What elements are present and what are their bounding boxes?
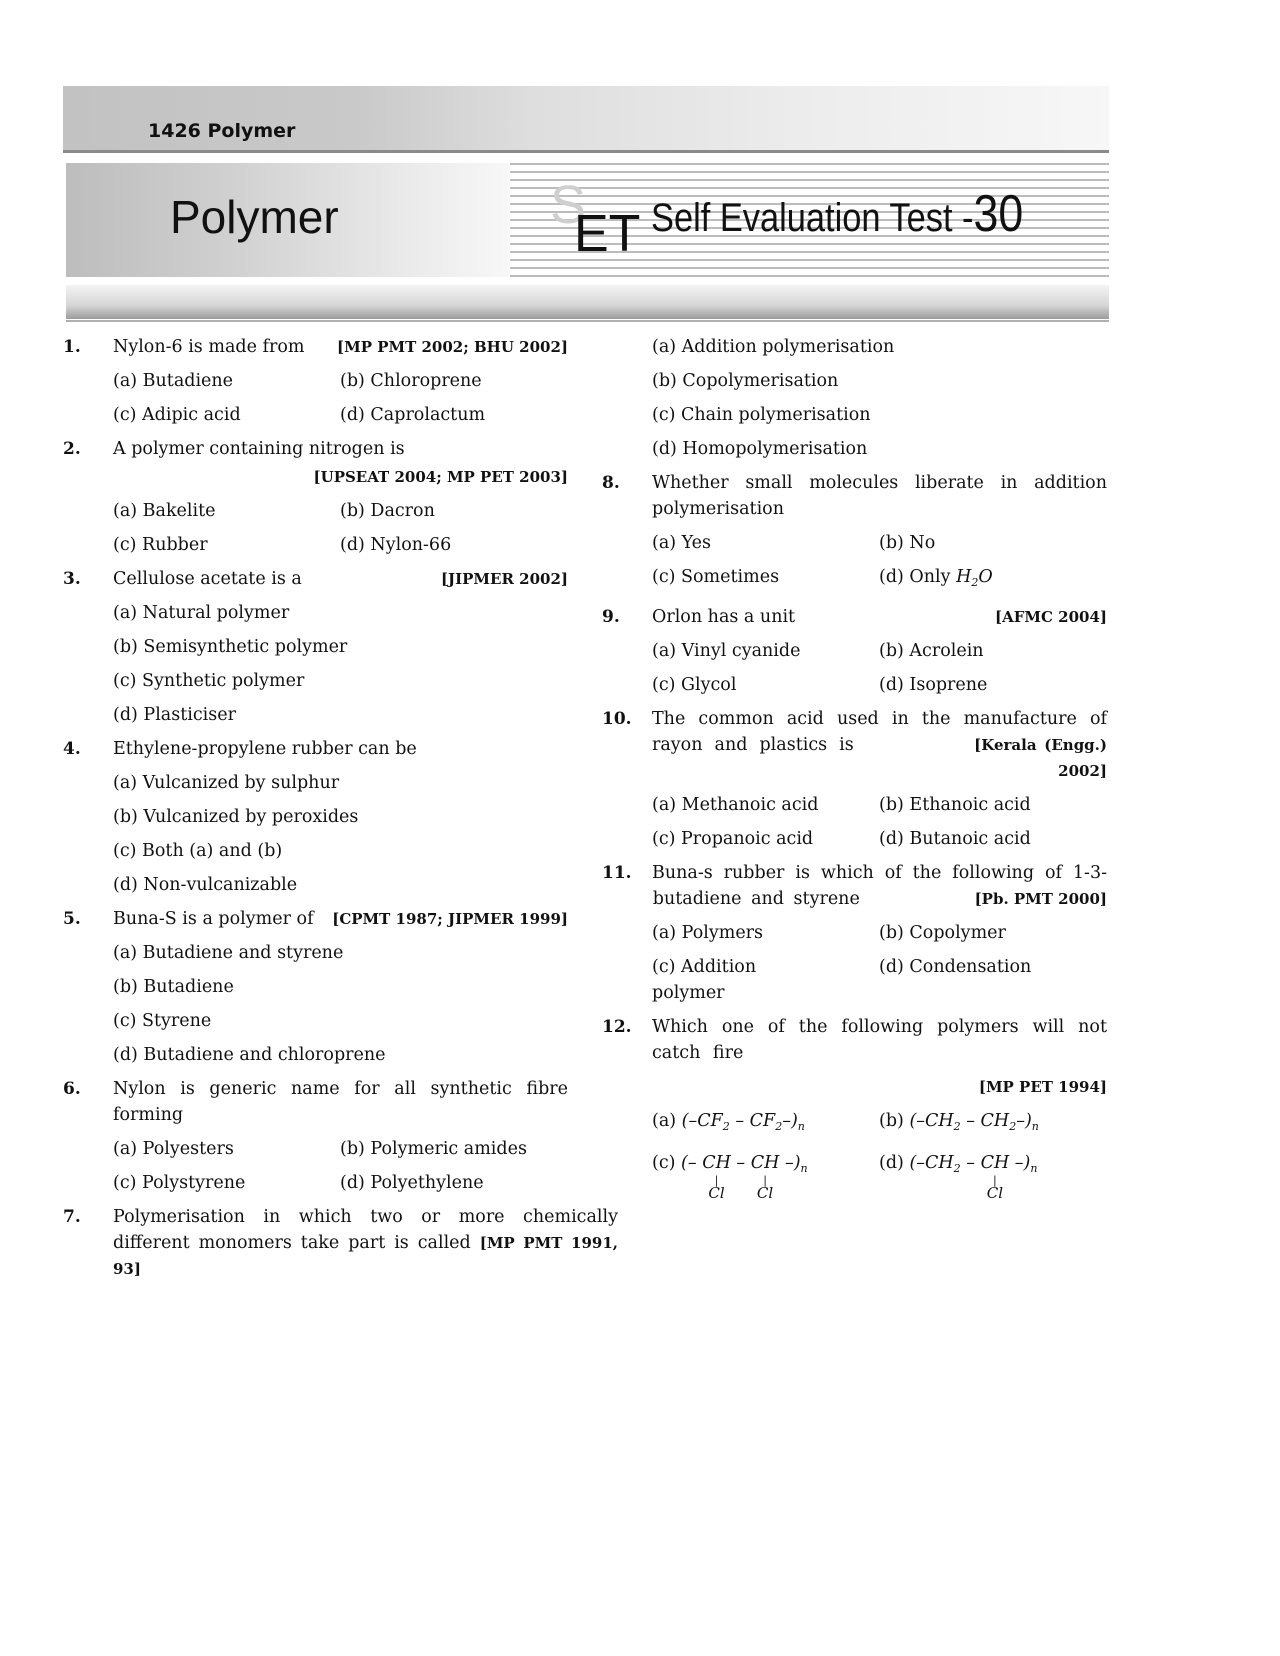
f-part: –) [779,1153,801,1173]
f-part: – CH [960,1111,1010,1131]
f-sub: 2 [775,1120,783,1133]
right-column [602,334,1107,1206]
question-8 [602,470,1107,596]
cl-label: Cl [756,1184,774,1202]
options [113,940,568,1068]
question-number: 10. [602,709,632,729]
option-b[interactable]: (b) Acrolein [879,641,984,661]
question-text [652,706,1107,784]
question-stem: A polymer containing nitrogen is [113,439,405,459]
question-source: [Pb. PMT 2000] [974,890,1107,908]
test-title [651,185,1024,243]
formula-pvc [909,1153,1038,1202]
question-number: 8. [602,473,620,493]
f-sub: 2 [722,1120,730,1133]
f-part: –) [1009,1153,1031,1173]
f-sub: n [1031,1120,1039,1133]
option-a[interactable]: (a) Vulcanized by sulphur [113,773,340,793]
option-label: (b) [879,1111,904,1131]
question-source: [MP PMT 2002; BHU 2002] [337,338,568,356]
option-d[interactable]: (d) Polyethylene [340,1173,484,1193]
f-part: (–CH [909,1111,954,1131]
question-number: 4. [63,739,81,759]
option-b[interactable]: (b) Chloroprene [340,371,482,391]
option-b[interactable]: (b) Butadiene [113,977,234,997]
option-d[interactable]: (d) Homopolymerisation [652,439,868,459]
f-part: –) [1016,1111,1032,1131]
cl-substituent [702,1176,731,1200]
ch-cl-unit [980,1150,1010,1202]
option-b[interactable]: (b) No [879,533,936,553]
question-text [113,436,568,490]
option-a[interactable]: (a) Butadiene and styrene [113,943,344,963]
options [113,368,568,428]
option-c[interactable]: (c) Both (a) and (b) [113,841,283,861]
option-a[interactable]: (a) Methanoic acid [652,795,819,815]
option-a[interactable]: (a) Natural polymer [113,603,290,623]
page-number: 1426 Polymer [148,120,296,142]
question-number: 5. [63,909,81,929]
f-part: CH [702,1153,731,1173]
header-rule [63,150,1109,153]
option-d[interactable]: (d) Condensation [879,957,1032,977]
question-text: Nylon is generic name for all synthetic fibre forming [113,1079,568,1125]
question-7 [63,1204,618,1282]
f-part: – CF [729,1111,776,1131]
question-6 [63,1076,568,1196]
question-source: [MP PET 1994] [978,1078,1107,1096]
question-text: Ethylene-propylene rubber can be [113,739,417,759]
question-source: [UPSEAT 2004; MP PET 2003] [313,468,568,486]
option-c[interactable]: (c) Propanoic acid [652,829,814,849]
question-stem: Polymerisation in which two or more chemically different monomers take part is called [113,1207,618,1253]
question-source: [JIPMER 2002] [440,570,568,588]
question-3 [63,566,568,728]
formula-polyethylene [909,1111,1038,1131]
question-7-options [602,334,1107,462]
option-label: (d) [879,1153,904,1173]
question-stem: Nylon-6 is made from [113,337,305,357]
options [113,600,568,728]
f-sub: 2 [953,1120,961,1133]
set-logo-s: S [550,175,587,235]
option-d[interactable]: (d) Non-vulcanizable [113,875,298,895]
question-5 [63,906,568,1068]
question-2 [63,436,568,558]
question-stem: Cellulose acetate is a [113,569,302,589]
question-number: 2. [63,439,81,459]
set-logo-et: ET [574,205,641,263]
question-source: [AFMC 2004] [995,608,1107,626]
options [113,1136,568,1196]
option-a[interactable]: (a) Butadiene [113,371,234,391]
option-b[interactable] [879,1108,1107,1140]
options [652,530,1107,596]
question-text [113,566,568,592]
bond-mark: | [763,1174,767,1187]
question-number: 9. [602,607,620,627]
option-c[interactable]: (c) Glycol [652,675,737,695]
option-c[interactable]: (c) Synthetic polymer [113,671,305,691]
options [652,920,1107,1006]
question-source: [MP PMT 1991, 93] [113,1234,618,1278]
f-part: CH [980,1153,1010,1173]
f-sub: n [797,1120,805,1133]
question-number: 1. [63,337,81,357]
question-1 [63,334,568,428]
ch-cl-unit [702,1150,731,1202]
option-c[interactable]: (c) Chain polymerisation [652,405,871,425]
question-12 [602,1014,1107,1202]
question-number: 12. [602,1017,632,1037]
question-text [113,906,568,932]
options [652,1108,1107,1202]
cl-substituent [981,1176,1010,1200]
f-sub: 2 [1009,1120,1017,1133]
option-d[interactable]: (d) Isoprene [879,675,988,695]
option-c[interactable]: (c) Adipic acid [113,405,241,425]
question-number: 3. [63,569,81,589]
f-sub: 2 [953,1162,961,1175]
f-part: – [960,1153,981,1173]
question-text [652,1014,1107,1100]
option-d[interactable] [879,1150,1107,1202]
question-text [113,1204,618,1282]
option-b[interactable]: (b) Copolymer [879,923,1006,943]
test-title-text: Self Evaluation Test - [651,196,974,240]
option-label: (c) [652,1153,676,1173]
f-part: (– [681,1153,703,1173]
question-9 [602,604,1107,698]
option-c[interactable] [652,1150,879,1202]
option-d[interactable]: (d) Plasticiser [113,705,236,725]
option-b[interactable]: (b) Polymeric amides [340,1139,527,1159]
f-part: (–CH [909,1153,954,1173]
option-a[interactable]: (a) Yes [652,533,712,553]
option-c[interactable]: (c) Addition polymer [652,957,757,1003]
option-b[interactable]: (b) Vulcanized by peroxides [113,807,359,827]
option-b[interactable]: (b) Dacron [340,501,435,521]
question-source: [CPMT 1987; JIPMER 1999] [332,910,568,928]
question-text: Whether small molecules liberate in addition polymerisation [652,473,1107,519]
question-4 [63,736,568,898]
f-part: CH [750,1153,780,1173]
options [652,638,1107,698]
option-a[interactable]: (a) Vinyl cyanide [652,641,801,661]
option-a[interactable]: (a) Bakelite [113,501,216,521]
f-sub: n [1030,1162,1038,1175]
option-d-label: (d) Only [879,567,951,587]
question-stem: Buna-s rubber is which of the following of 1-3-butadiene and styrene [652,863,1107,909]
cl-substituent [751,1176,780,1200]
question-stem: Orlon has a unit [652,607,796,627]
question-text [113,334,568,360]
option-c[interactable]: (c) Polystyrene [113,1173,246,1193]
question-stem: Which one of the following polymers will not catch fire [652,1017,1107,1063]
f-sub: n [800,1162,808,1175]
option-c[interactable]: (c) Rubber [113,535,208,555]
cl-label: Cl [708,1184,725,1202]
question-10 [602,706,1107,852]
options [652,792,1107,852]
question-stem: Buna-S is a polymer of [113,909,314,929]
f-part: –) [782,1111,798,1131]
option-b[interactable]: (b) Ethanoic acid [879,795,1031,815]
formula-sub: 2 [971,576,979,589]
formula-polydichloroethene [681,1153,808,1202]
option-d[interactable]: (d) Butadiene and chloroprene [113,1045,386,1065]
f-part: – [730,1153,751,1173]
options [113,770,568,898]
formula-h: H [956,567,972,587]
option-c[interactable]: (c) Sometimes [652,567,780,587]
option-d[interactable]: (d) Butanoic acid [879,829,1031,849]
question-text [652,604,1107,630]
option-b[interactable]: (b) Semisynthetic polymer [113,637,348,657]
test-number: 30 [973,185,1024,243]
question-number: 7. [63,1207,81,1227]
formula-water [956,567,993,587]
option-label: (a) [652,1111,677,1131]
formula-o: O [978,567,993,587]
bond-mark: | [714,1174,719,1187]
ch-cl-unit [750,1150,780,1202]
question-stem: The common acid used in the manufacture of rayon and plastics is [652,709,1107,755]
formula-ptfe [682,1111,805,1131]
option-c[interactable]: (c) Styrene [113,1011,212,1031]
option-d[interactable] [879,564,1107,596]
question-number: 11. [602,863,632,883]
option-a[interactable] [652,1108,879,1140]
bond-mark: | [993,1174,997,1187]
option-a[interactable]: (a) Polymers [652,923,764,943]
header-bottom-bar [66,285,1109,319]
question-11 [602,860,1107,1006]
chapter-title: Polymer [170,191,339,243]
option-d[interactable]: (d) Caprolactum [340,405,486,425]
option-b[interactable]: (b) Copolymerisation [652,371,839,391]
options [113,498,568,558]
question-number: 6. [63,1079,81,1099]
f-part: (–CF [681,1111,723,1131]
option-a[interactable]: (a) Addition polymerisation [652,337,895,357]
cl-label: Cl [986,1184,1004,1202]
question-source: [Kerala (Engg.) 2002] [974,736,1107,780]
question-text [652,860,1107,912]
option-a[interactable]: (a) Polyesters [113,1139,234,1159]
option-d[interactable]: (d) Nylon-66 [340,535,452,555]
